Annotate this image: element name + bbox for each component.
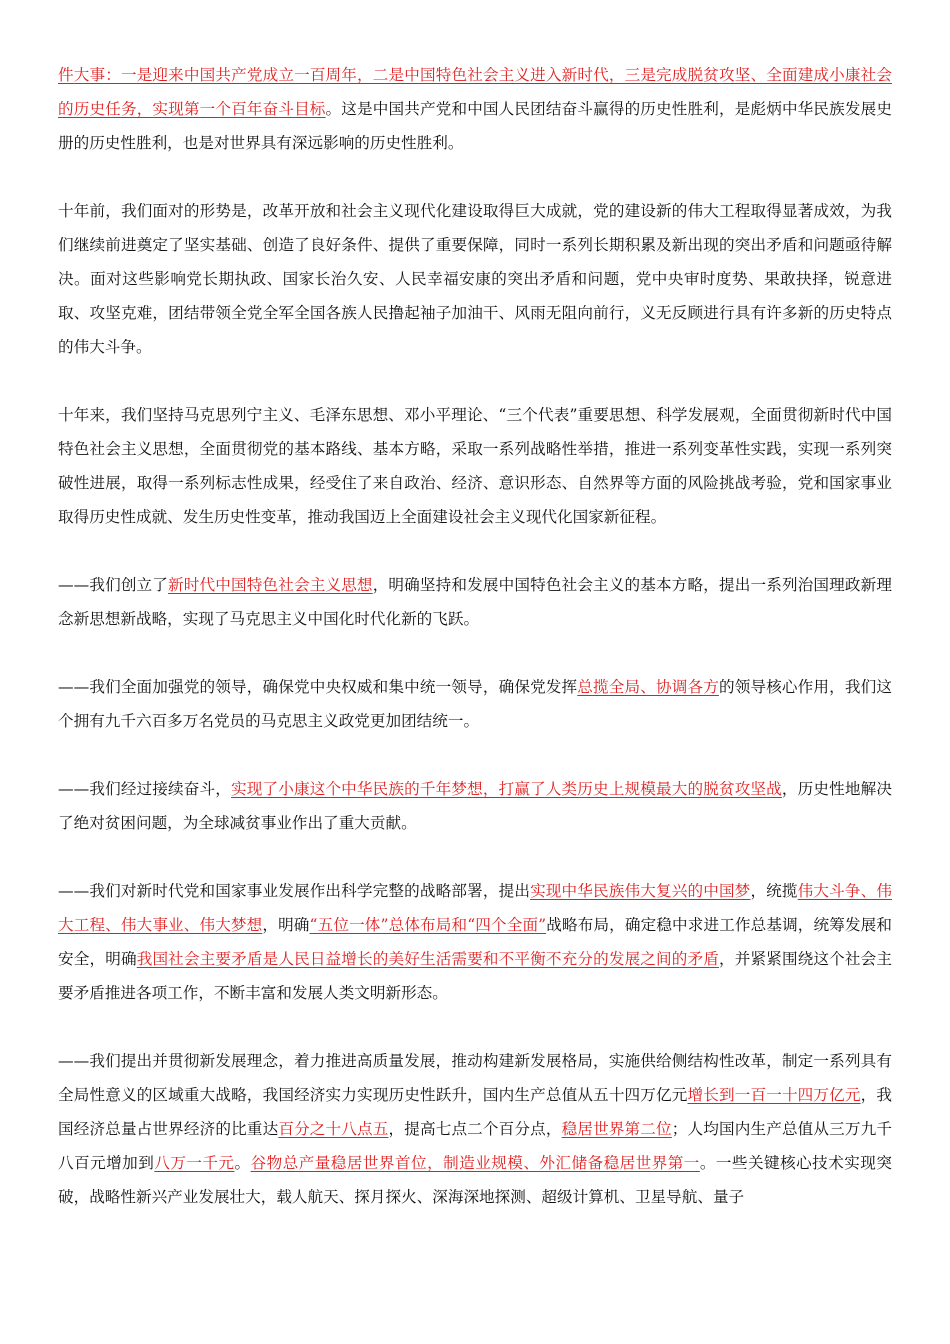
highlighted-text: 增长到一百一十四万亿元	[687, 1086, 861, 1104]
paragraph-5	[58, 670, 892, 738]
body-text: 的领导核心作用，我们这个拥有九千六百多万名党员的马克思主义政党更加团结统一。	[58, 678, 892, 730]
body-text: ，统揽	[750, 882, 798, 900]
body-text: 十年来，我们坚持马克思列宁主义、毛泽东思想、邓小平理论、“三个代表”重要思想、科学发展观，全面贯彻新时代中国特色社会主义思想，全面贯彻党的基本路线、基本方略，采取一系列战略性举措，推进一系列变革性实践，实现一系列突破性进展，取得一系列标志性成果，经受住了来自政治、经济、意识形态、自然界等方面的风险挑战考验，党和国家事业取得历史性成就、发生历史性变革，推动我国迈上全面建设社会主义现代化国家新征程。	[58, 406, 892, 526]
highlighted-text: 百分之十八点五	[278, 1120, 389, 1138]
body-text: ，我国经济总量占世界经济的比重达	[58, 1086, 892, 1138]
body-text: ——我们经过接续奋斗，	[58, 780, 231, 798]
body-text: ，提高七点二个百分点，	[388, 1120, 562, 1138]
body-text: 十年前，我们面对的形势是，改革开放和社会主义现代化建设取得巨大成就，党的建设新的伟大工程取得显著成效，为我们继续前进奠定了坚实基础、创造了良好条件、提供了重要保障，同时一系列长期积累及新出现的突出矛盾和问题亟待解决。面对这些影响党长期执政、国家长治久安、人民幸福安康的突出矛盾和问题，党中央审时度势、果敢抉择，锐意进取、攻坚克难，团结带领全党全军全国各族人民撸起袖子加油干、风雨无阻向前行，义无反顾进行具有许多新的历史特点的伟大斗争。	[58, 202, 892, 356]
highlighted-text: 伟大斗争、伟大工程、伟大事业、伟大梦想	[58, 882, 892, 934]
body-text: ，明确	[262, 916, 310, 934]
paragraph-1	[58, 58, 892, 160]
body-text: 。一些关键核心技术实现突破，战略性新兴产业发展壮大，载人航天、探月探火、深海深地探测、超级计算机、卫星导航、量子	[58, 1154, 892, 1206]
highlighted-text: “五位一体”总体布局和“四个全面”	[309, 916, 547, 934]
body-text: 战略布局，确定稳中求进工作总基调，统筹发展和安全，明确	[58, 916, 892, 968]
paragraph-8	[58, 1044, 892, 1214]
highlighted-text: 稳居世界第二位	[561, 1120, 672, 1138]
paragraph-2	[58, 194, 892, 364]
highlighted-text: 件大事：一是迎来中国共产党成立一百周年，二是中国特色社会主义进入新时代，三是完成脱贫攻坚、全面建成小康社会的历史任务，实现第一个百年奋斗目标	[58, 66, 892, 118]
paragraph-4	[58, 568, 892, 636]
highlighted-text: 谷物总产量稳居世界首位，制造业规模、外汇储备稳居世界第一	[250, 1154, 700, 1172]
paragraph-7	[58, 874, 892, 1010]
paragraph-6	[58, 772, 892, 840]
highlighted-text: 实现中华民族伟大复兴的中国梦	[530, 882, 751, 900]
body-text: 。	[234, 1154, 251, 1172]
paragraph-3	[58, 398, 892, 534]
body-text: ——我们创立了	[58, 576, 169, 594]
highlighted-text: 实现了小康这个中华民族的千年梦想，打赢了人类历史上规模最大的脱贫攻坚战	[231, 780, 782, 798]
body-text: ——我们全面加强党的领导，确保党中央权威和集中统一领导，确保党发挥	[58, 678, 578, 696]
body-text: ——我们提出并贯彻新发展理念，着力推进高质量发展，推动构建新发展格局，实施供给侧结构性改革，制定一系列具有全局性意义的区域重大战略，我国经济实力实现历史性跃升，国内生产总值从五十四万亿元	[58, 1052, 892, 1104]
highlighted-text: 八万一千元	[154, 1154, 235, 1172]
body-text: ，明确坚持和发展中国特色社会主义的基本方略，提出一系列治国理政新理念新思想新战略，实现了马克思主义中国化时代化新的飞跃。	[58, 576, 892, 628]
body-text: ，并紧紧围绕这个社会主要矛盾推进各项工作，不断丰富和发展人类文明新形态。	[58, 950, 892, 1002]
body-text: ；人均国内生产总值从三万九千八百元增加到	[58, 1120, 892, 1172]
body-text: ——我们对新时代党和国家事业发展作出科学完整的战略部署，提出	[58, 882, 531, 900]
document-body	[58, 58, 892, 1214]
body-text: 。这是中国共产党和中国人民团结奋斗赢得的历史性胜利，是彪炳中华民族发展史册的历史性胜利，也是对世界具有深远影响的历史性胜利。	[58, 100, 892, 152]
highlighted-text: 我国社会主要矛盾是人民日益增长的美好生活需要和不平衡不充分的发展之间的矛盾	[136, 950, 719, 968]
highlighted-text: 新时代中国特色社会主义思想	[168, 576, 373, 594]
body-text: ，历史性地解决了绝对贫困问题，为全球减贫事业作出了重大贡献。	[58, 780, 892, 832]
highlighted-text: 总揽全局、协调各方	[577, 678, 719, 696]
